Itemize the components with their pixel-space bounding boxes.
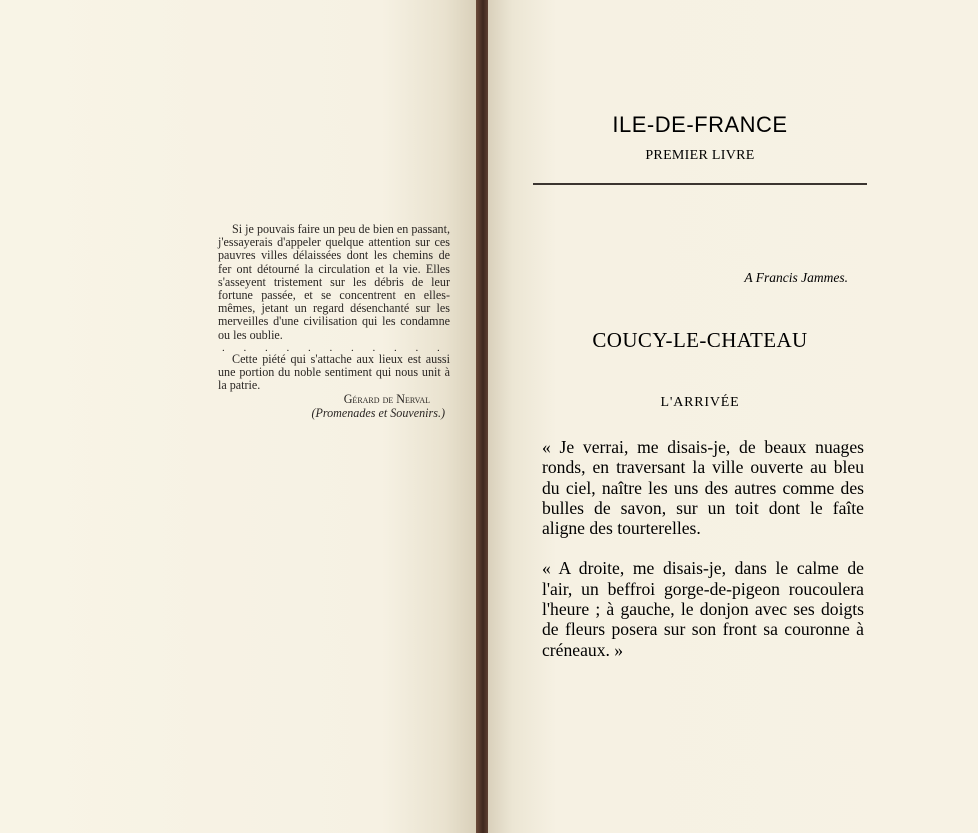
epigraph-source: (Promenades et Souvenirs.) [311, 405, 445, 420]
title-rule [533, 183, 867, 185]
ellipsis-divider: . . . . . . . . . . . [222, 341, 448, 354]
dedication: A Francis Jammes. [744, 270, 848, 285]
book-subtitle: PREMIER LIVRE [645, 148, 755, 163]
epigraph [218, 223, 450, 420]
epigraph-paragraph-1: Si je pouvais faire un peu de bien en passant, j'essayerais d'appeler quelque attention sur ces pauvres villes délaissées dont les chemins de fer ont détourné la circulation et la vie. Elles s'asseyent tristement sur les débris de leur fortune passée, et se concentrent en elles-mêmes, jetant un regard désenchanté sur les merveilles d'une civilisation qui les condamne ou les oublie. [218, 222, 450, 342]
section-title: L'ARRIVÉE [660, 395, 740, 410]
book-title: ILE-DE-FRANCE [612, 112, 788, 137]
body-paragraph-2: « A droite, me disais-je, dans le calme de l'air, un beffroi gorge-de-pigeon roucoulera l'heure ; à gauche, le donjon avec ses doigts de fleurs posera sur son front sa couronne à créneaux. » [542, 558, 864, 660]
body-paragraph-1: « Je verrai, me disais-je, de beaux nuages ronds, en traversant la ville ouverte au bleu du ciel, naître les uns des autres comme des bulles de savon, sur un toit dont le faîte aligne des tourterelles. [542, 437, 864, 539]
left-page [0, 0, 478, 833]
epigraph-paragraph-2: Cette piété qui s'attache aux lieux est aussi une portion du noble sentiment qui nous unit à la patrie. [218, 351, 450, 393]
chapter-title: COUCY-LE-CHATEAU [592, 328, 808, 352]
body-text [542, 437, 864, 660]
epigraph-author: Gérard de Nerval [343, 392, 430, 407]
